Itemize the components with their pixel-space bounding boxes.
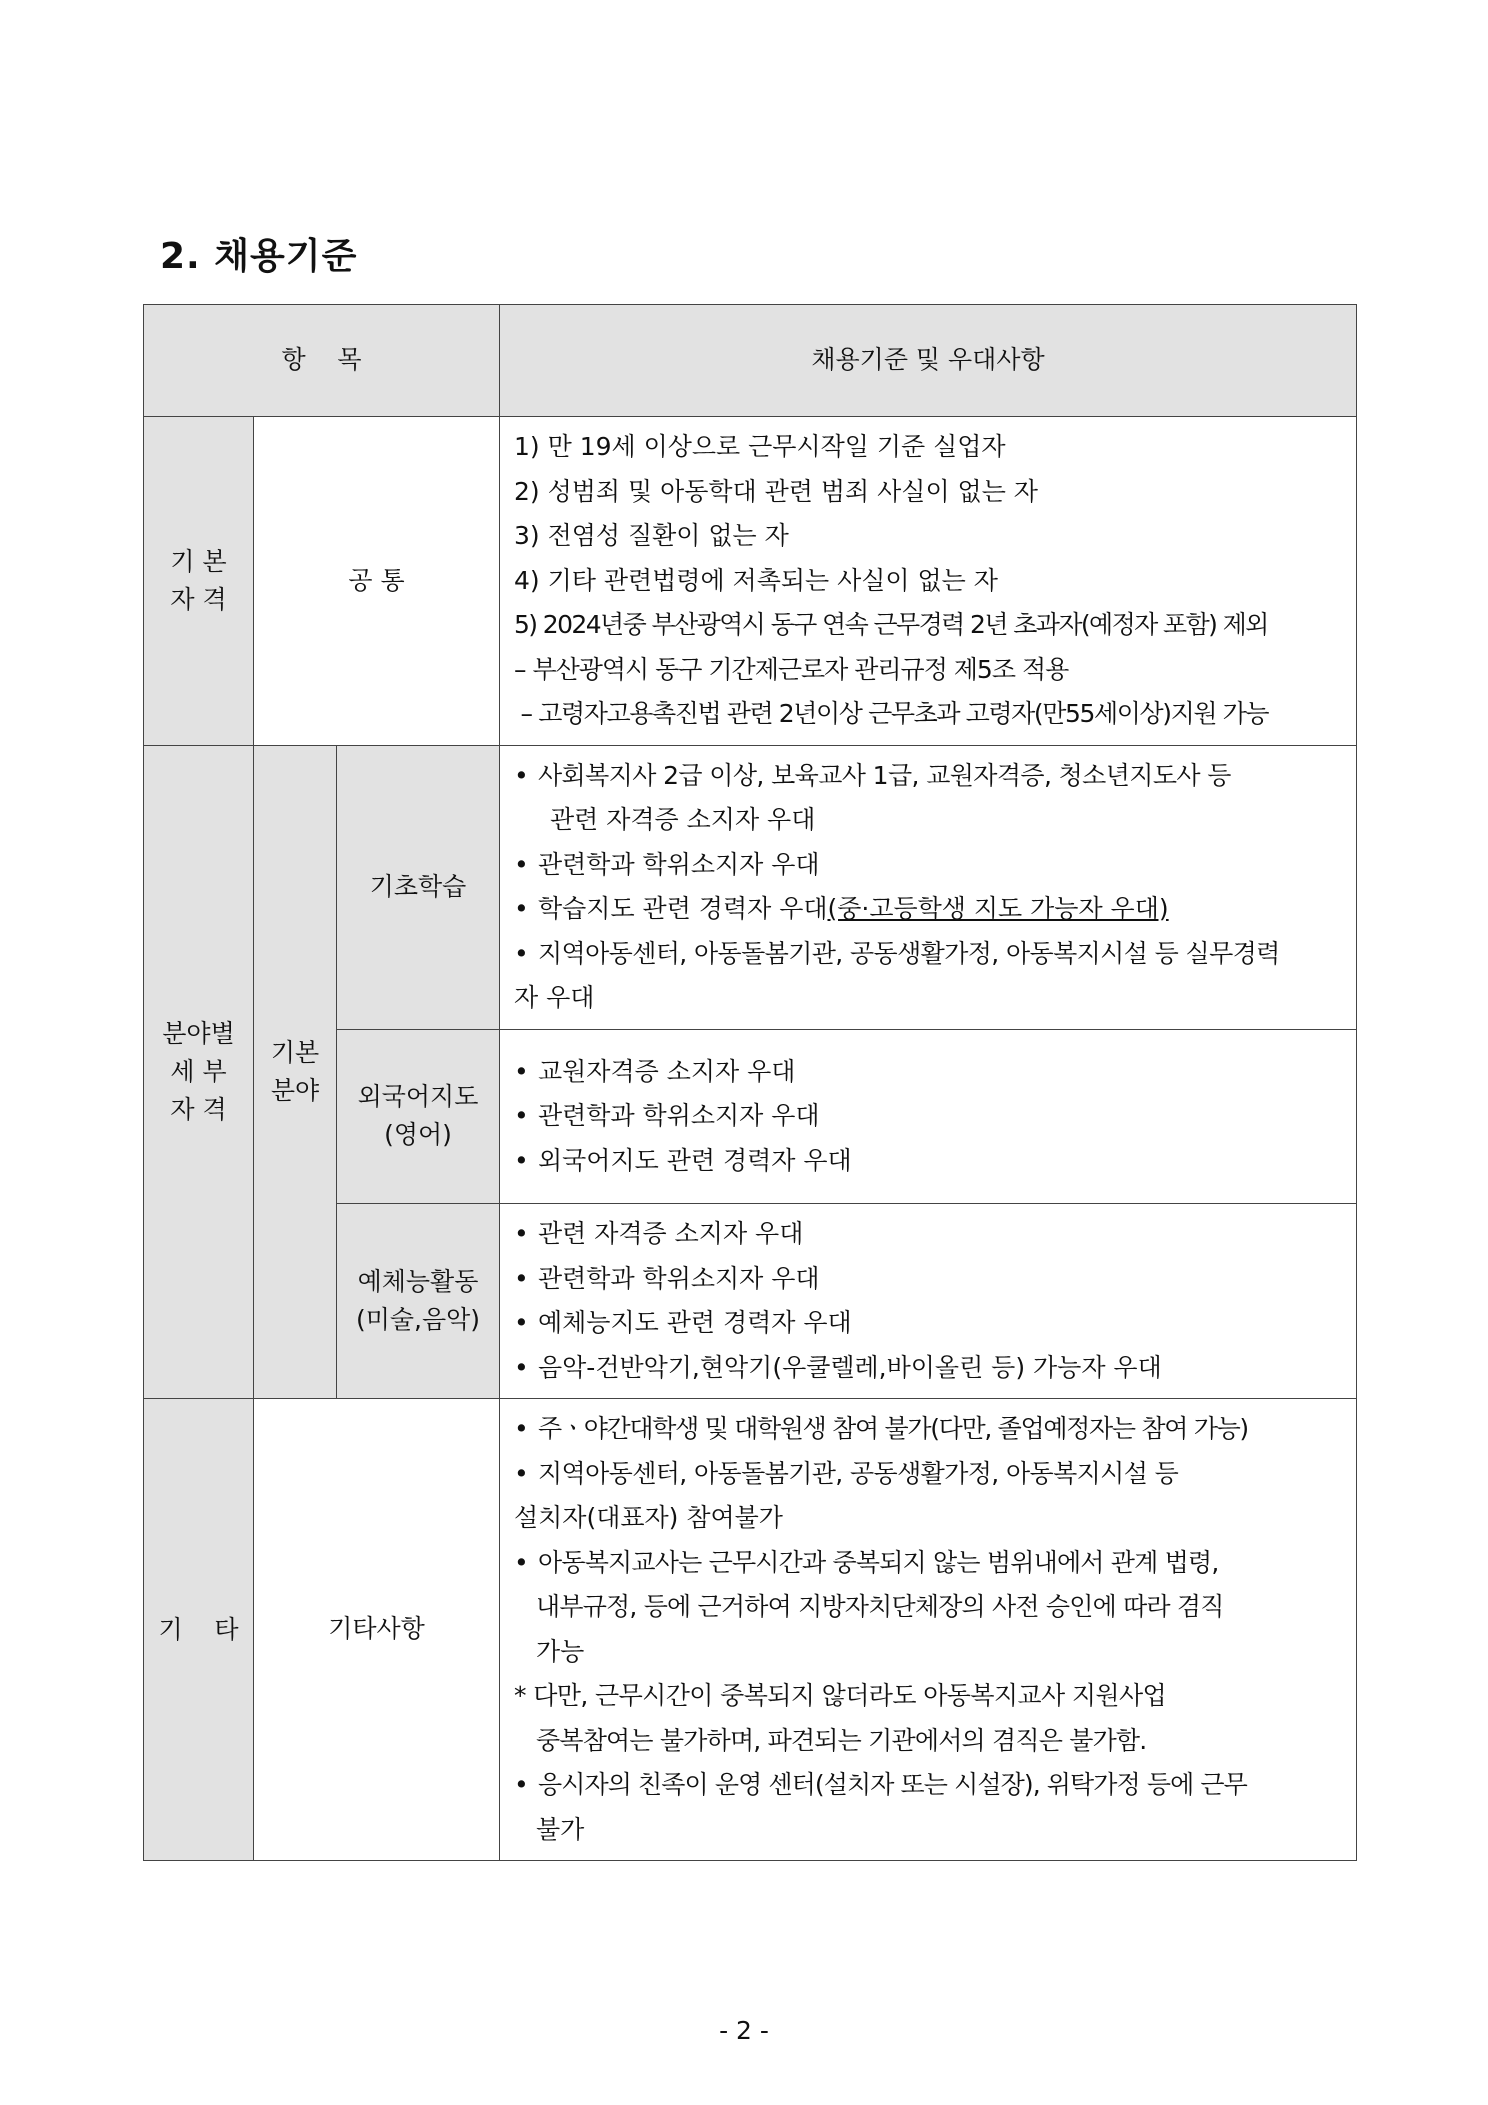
area-name-foreign-language: 외국어지도 (영어) [357, 1082, 479, 1150]
other-row [144, 1399, 1357, 1861]
list-item [514, 887, 1342, 932]
field-category-cell [144, 745, 254, 1399]
basic-sub-label: 공 통 [348, 565, 405, 595]
list-item-continuation: 자 우대 [514, 983, 595, 1012]
field-category-label: 분야별 세 부 자 격 [162, 1018, 235, 1124]
list-item: • 주ㆍ야간대학생 및 대학원생 참여 불가(다만, 졸업예정자는 참여 가능) [514, 1407, 1342, 1452]
basic-line-1: 1) 만 19세 이상으로 근무시작일 기준 실업자 [514, 432, 1006, 461]
list-item-text: 지역아동센터, 아동돌봄기관, 공동생활가정, 아동복지시설 등 실무경력 [538, 938, 1280, 968]
field-row-basic-learning [144, 745, 1357, 1029]
basic-line-4: 4) 기타 관련법령에 저촉되는 사실이 없는 자 [514, 565, 998, 595]
table-header-row [144, 305, 1357, 417]
list-item: • 관련학과 학위소지자 우대 [514, 1257, 1342, 1302]
area-name-cell [337, 745, 500, 1029]
other-sub-cell [254, 1399, 500, 1861]
list-item: • 외국어지도 관련 경력자 우대 [514, 1139, 1342, 1184]
header-criteria-cell: 채용기준 및 우대사항 [500, 305, 1357, 417]
basic-content-cell [500, 417, 1357, 746]
other-sub-label: 기타사항 [328, 1614, 425, 1644]
list-item-continuation: 내부규정, 등에 근거하여 지방자치단체장의 사전 승인에 따라 겸직 [536, 1592, 1224, 1621]
basic-line-2: 2) 성범죄 및 아동학대 관련 범죄 사실이 없는 자 [514, 476, 1038, 506]
hiring-criteria-table [143, 304, 1357, 1861]
area-name-cell [337, 1204, 500, 1399]
list-item: • 응시자의 친족이 운영 센터(설치자 또는 시설장), 위탁가정 등에 근무 [514, 1763, 1342, 1808]
basic-category-label: 기 본 자 격 [170, 546, 227, 614]
list-item-continuation: 불가 [536, 1814, 585, 1844]
header-item-cell: 항 목 [144, 305, 500, 417]
list-item-continuation: 가능 [536, 1636, 585, 1666]
basic-sub-cell [254, 417, 500, 746]
list-item [514, 843, 1342, 888]
list-item-text: 학습지도 관련 경력자 우대 [538, 894, 828, 923]
list-item: • 예체능지도 관련 경력자 우대 [514, 1301, 1342, 1346]
basic-line-6: – 부산광역시 동구 기간제근로자 관리규정 제5조 적용 [514, 654, 1069, 684]
list-item: 관련 자격증 소지자 우대 [550, 805, 816, 834]
list-item: • 지역아동센터, 아동돌봄기관, 공동생활가정, 아동복지시설 등 [514, 1452, 1342, 1497]
area-name-basic-learning: 기초학습 [369, 872, 467, 901]
area-content-cell [500, 1029, 1357, 1204]
list-item: • 아동복지교사는 근무시간과 중복되지 않는 범위내에서 관계 법령, [514, 1541, 1342, 1586]
field-sub-cell [254, 745, 337, 1399]
list-item: • 음악-건반악기,현악기(우쿨렐레,바이올린 등) 가능자 우대 [514, 1346, 1342, 1391]
note-continuation: 중복참여는 불가하며, 파견되는 기관에서의 겸직은 불가함. [536, 1725, 1147, 1755]
area-name-cell [337, 1029, 500, 1204]
basic-line-5: 5) 2024년중 부산광역시 동구 연속 근무경력 2년 초과자(예정자 포함) 제외 [514, 610, 1268, 639]
other-content-cell [500, 1399, 1357, 1861]
underlined-note: (중·고등학생 지도 가능자 우대) [827, 894, 1169, 923]
list-item-continuation: 설치자(대표자) 참여불가 [514, 1503, 783, 1532]
area-content-cell [500, 1204, 1357, 1399]
basic-qualification-row [144, 417, 1357, 746]
list-item: • 관련 자격증 소지자 우대 [514, 1212, 1342, 1257]
list-item: • 교원자격증 소지자 우대 [514, 1050, 1342, 1095]
list-item: • 관련학과 학위소지자 우대 [514, 1094, 1342, 1139]
basic-category-cell [144, 417, 254, 746]
section-heading: 2. 채용기준 [160, 236, 358, 277]
list-item [514, 932, 1342, 977]
area-content-cell [500, 745, 1357, 1029]
page-number: - 2 - [719, 2016, 769, 2045]
basic-line-3: 3) 전염성 질환이 없는 자 [514, 521, 789, 550]
field-sub-label: 기본 분야 [270, 1037, 320, 1105]
list-item-text: 관련학과 학위소지자 우대 [538, 849, 820, 879]
area-name-arts-sports: 예체능활동 (미술,음악) [355, 1267, 481, 1334]
other-category-label: 기 타 [158, 1614, 239, 1644]
basic-line-7: – 고령자고용촉진법 관련 2년이상 근무초과 고령자(만55세이상)지원 가능 [514, 699, 1269, 728]
note-item: * 다만, 근무시간이 중복되지 않더라도 아동복지교사 지원사업 [514, 1681, 1167, 1710]
other-category-cell [144, 1399, 254, 1861]
list-item: • 사회복지사 2급 이상, 보육교사 1급, 교원자격증, 청소년지도사 등 [514, 754, 1342, 799]
